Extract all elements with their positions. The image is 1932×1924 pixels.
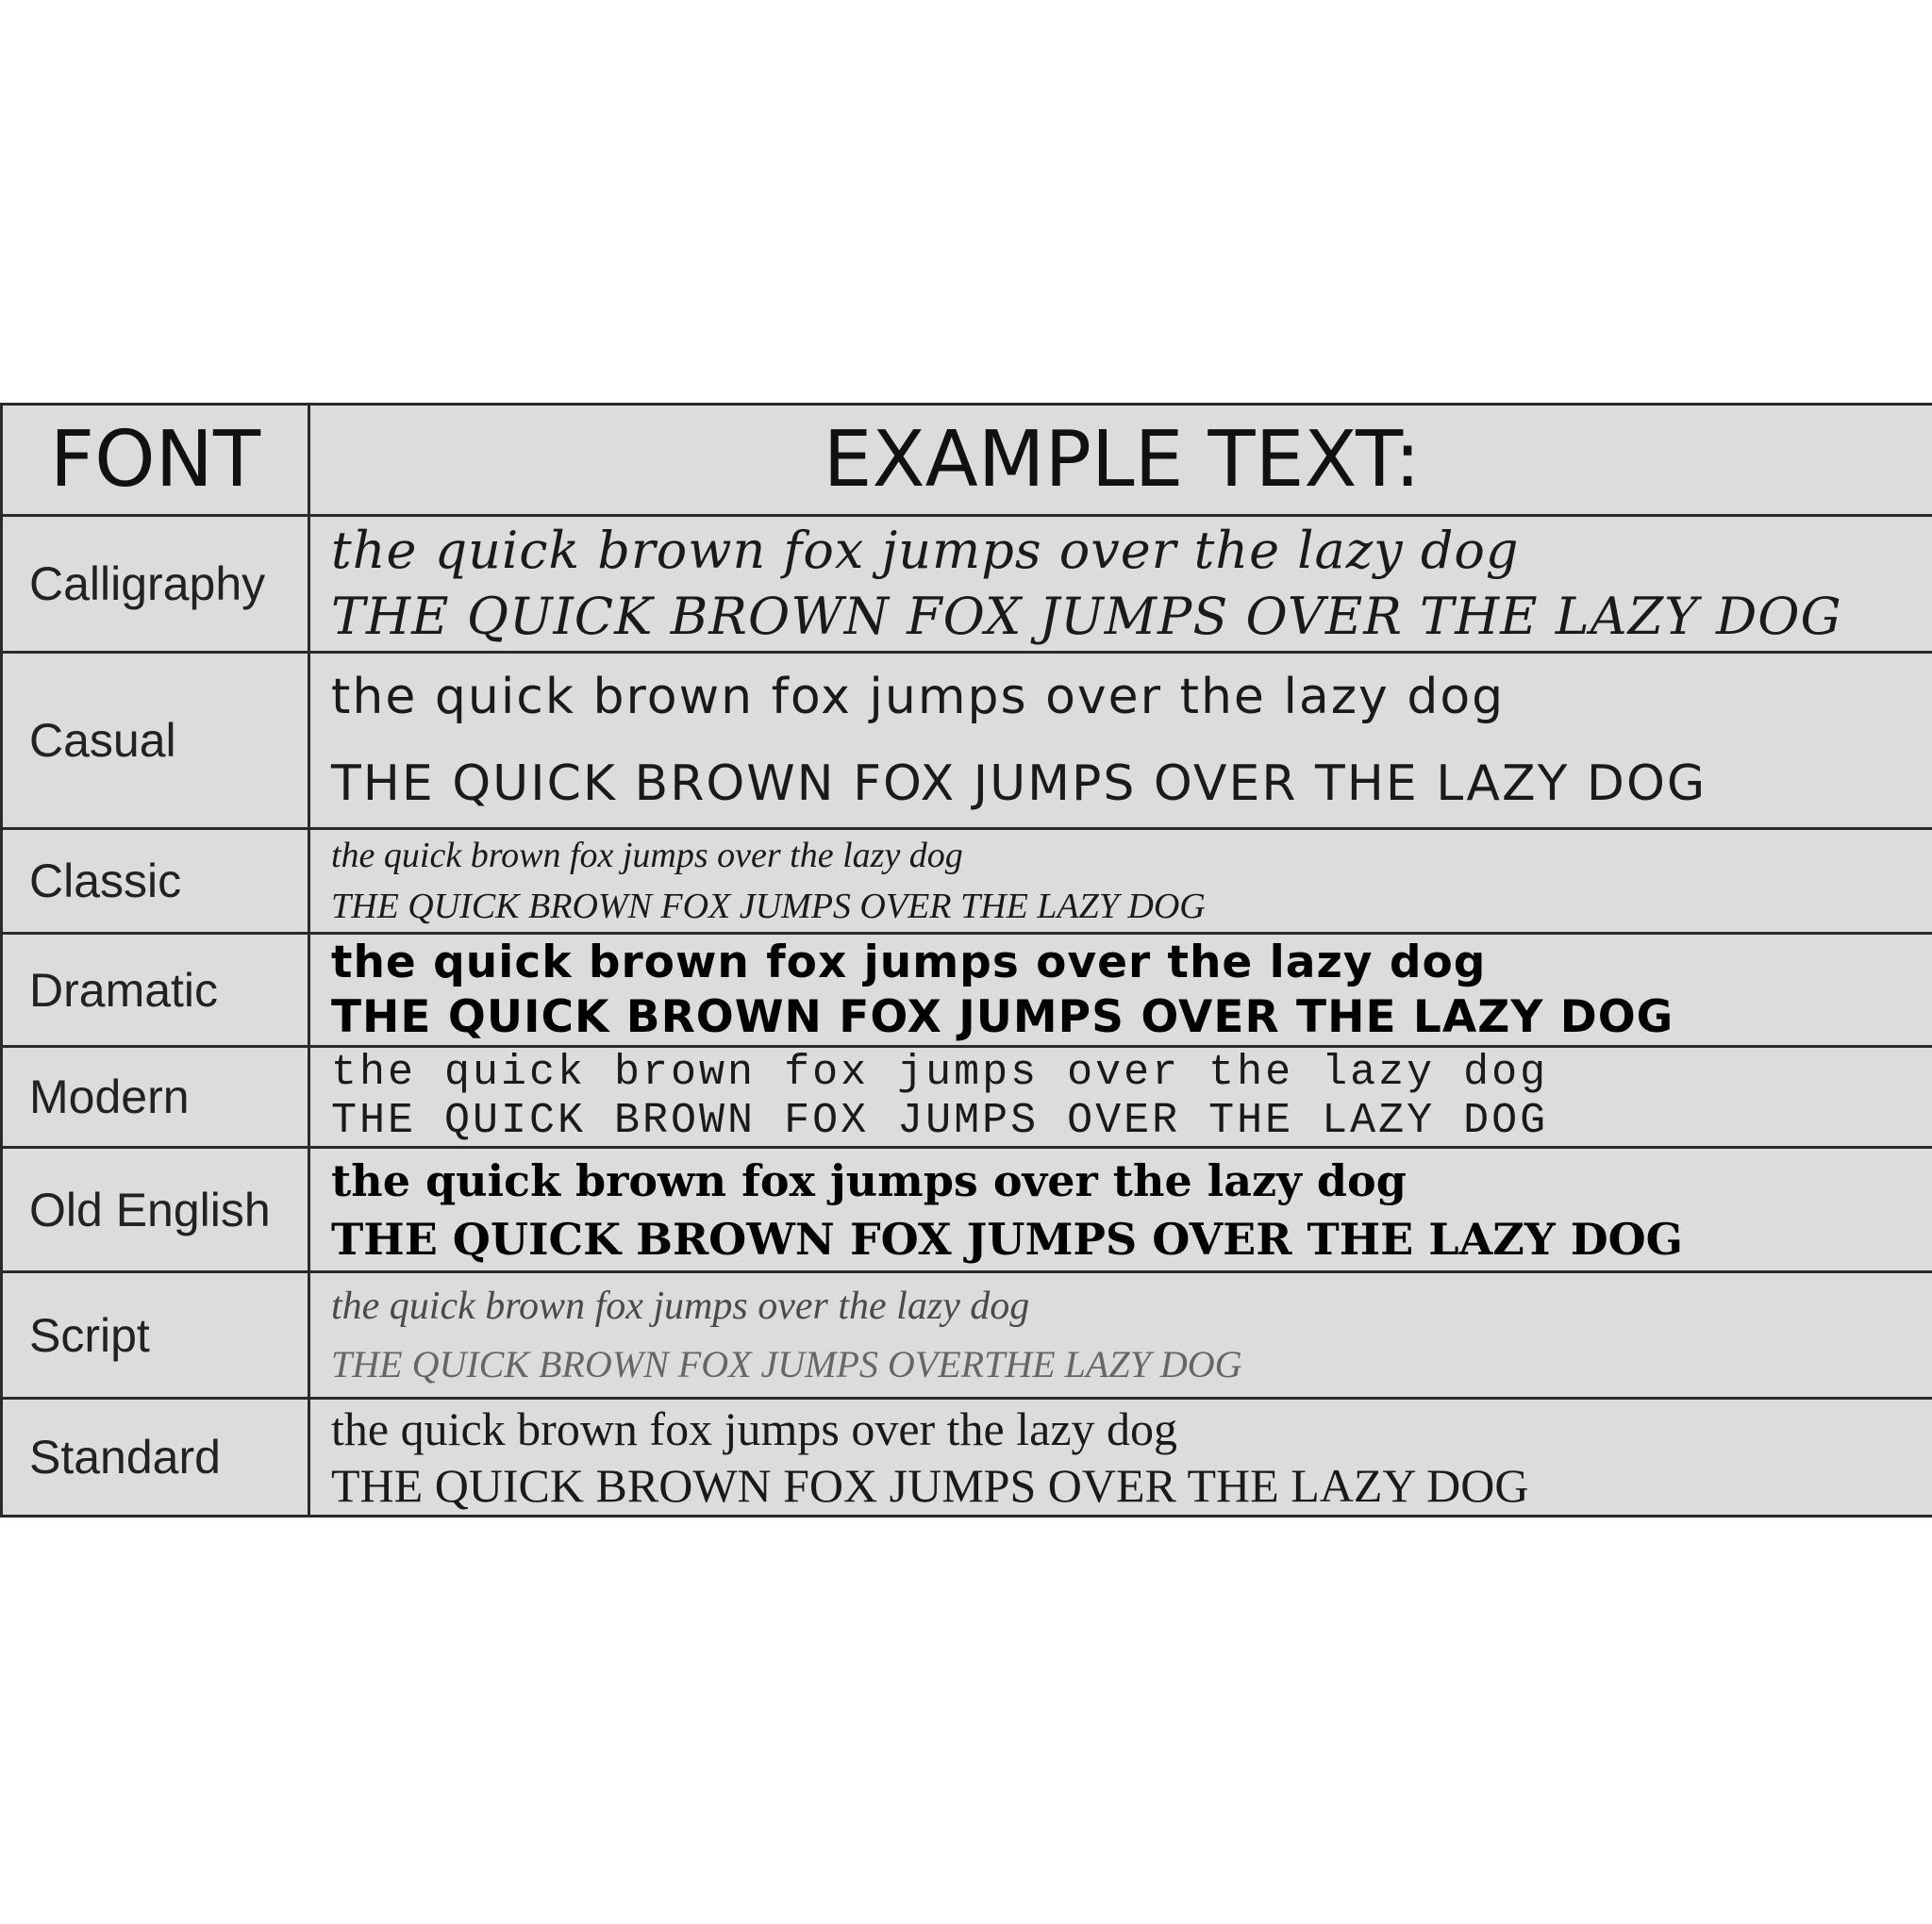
uppercase-sample: THE QUICK BROWN FOX JUMPS OVER THE LAZY DOG xyxy=(331,1097,1549,1145)
lowercase-sample: the quick brown fox jumps over the lazy dog xyxy=(331,521,1520,580)
uppercase-sample: THE QUICK BROWN FOX JUMPS OVER THE LAZY DOG xyxy=(331,887,1206,926)
font-column-header: FONT xyxy=(2,405,309,516)
font-row-dramatic xyxy=(2,934,1932,1047)
font-row-calligraphy xyxy=(2,516,1932,653)
font-name: Casual xyxy=(2,653,309,829)
lowercase-sample: the quick brown fox jumps over the lazy dog xyxy=(331,1049,1549,1097)
example-text-cell xyxy=(309,1148,1932,1272)
font-name: Classic xyxy=(2,829,309,934)
uppercase-sample: THE QUICK BROWN FOX JUMPS OVER THE LAZY DOG xyxy=(331,990,1674,1043)
lowercase-sample: the quick brown fox jumps over the lazy dog xyxy=(331,936,1487,988)
example-text-cell xyxy=(309,516,1932,653)
example-text-cell xyxy=(309,1272,1932,1399)
lowercase-sample: the quick brown fox jumps over the lazy dog xyxy=(331,669,1506,725)
font-row-old-english xyxy=(2,1148,1932,1272)
uppercase-sample: THE QUICK BROWN FOX JUMPS OVER THE LAZY DOG xyxy=(331,1459,1529,1512)
lowercase-sample: the quick brown fox jumps over the lazy dog xyxy=(331,1402,1178,1455)
example-text-cell xyxy=(309,934,1932,1047)
uppercase-sample: THE QUICK BROWN FOX JUMPS OVER THE LAZY DOG xyxy=(331,587,1842,646)
font-name: Calligraphy xyxy=(2,516,309,653)
font-row-script xyxy=(2,1272,1932,1399)
example-text-cell xyxy=(309,1047,1932,1148)
example-text-cell xyxy=(309,829,1932,934)
example-text-column-header: EXAMPLE TEXT: xyxy=(309,405,1932,516)
example-text-cell xyxy=(309,1399,1932,1517)
font-name: Dramatic xyxy=(2,934,309,1047)
font-row-classic xyxy=(2,829,1932,934)
font-row-standard xyxy=(2,1399,1932,1517)
uppercase-sample: THE QUICK BROWN FOX JUMPS OVER THE LAZY DOG xyxy=(331,1213,1683,1265)
font-name: Old English xyxy=(2,1148,309,1272)
lowercase-sample: the quick brown fox jumps over the lazy dog xyxy=(331,1284,1030,1328)
font-name: Standard xyxy=(2,1399,309,1517)
font-name: Modern xyxy=(2,1047,309,1148)
font-name: Script xyxy=(2,1272,309,1399)
uppercase-sample: THE QUICK BROWN FOX JUMPS OVER THE LAZY DOG xyxy=(331,755,1707,812)
header-row xyxy=(2,405,1932,516)
lowercase-sample: the quick brown fox jumps over the lazy dog xyxy=(331,1154,1407,1206)
lowercase-sample: the quick brown fox jumps over the lazy dog xyxy=(331,836,963,875)
font-sample-table xyxy=(0,403,1932,1518)
font-row-modern xyxy=(2,1047,1932,1148)
uppercase-sample: THE QUICK BROWN FOX JUMPS OVERTHE LAZY DOG xyxy=(331,1342,1242,1385)
example-text-cell xyxy=(309,653,1932,829)
font-row-casual xyxy=(2,653,1932,829)
